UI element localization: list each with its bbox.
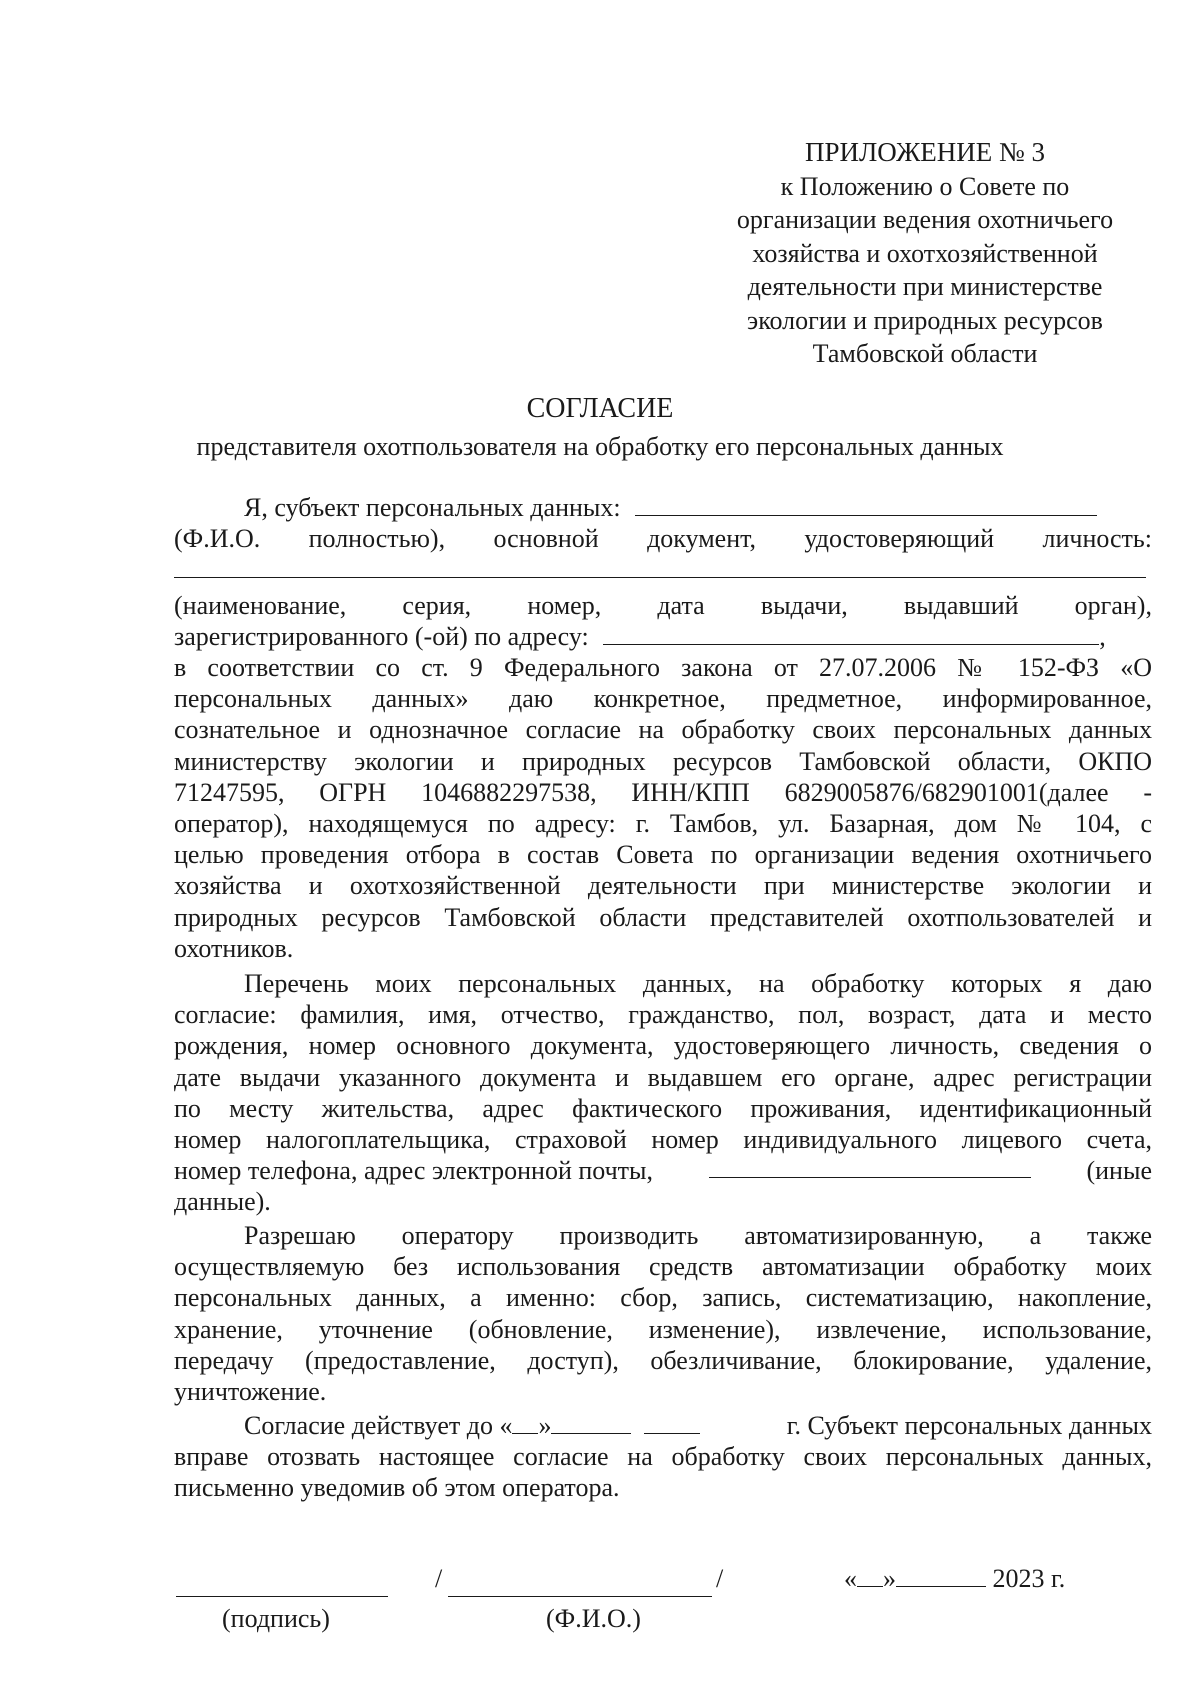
appendix-header (690, 136, 1160, 371)
fio-field[interactable] (635, 493, 1097, 516)
text-line: по месту жительства, адрес фактического проживания, идентификационный (174, 1093, 1152, 1123)
address-label: зарегистрированного (-ой) по адресу: (174, 621, 589, 651)
signature-day-field[interactable] (857, 1564, 883, 1587)
document-caption-line (174, 590, 1152, 621)
text-line: сознательное и однозначное согласие на обработку своих персональных данных (174, 715, 1152, 745)
document-caption-word: серия, (402, 590, 472, 620)
fio-caption-word: личность: (1042, 524, 1152, 554)
validity-day-field[interactable] (512, 1411, 538, 1434)
document-caption-word: дата (657, 590, 705, 620)
validity-line (174, 1410, 1152, 1441)
text-line: номер налогоплательщика, страховой номер индивидуального лицевого счета, (174, 1124, 1152, 1154)
signature-date (844, 1564, 1065, 1594)
signature-fio-field[interactable] (448, 1574, 712, 1597)
document-field[interactable] (174, 555, 1146, 578)
text-line: целью проведения отбора в состав Совета по организации ведения охотничьего (174, 840, 1152, 870)
text-fragment: » (538, 1411, 552, 1440)
fio-caption-word: (Ф.И.О. (174, 524, 261, 554)
paragraph-validity (174, 1410, 1152, 1504)
validity-year-field[interactable] (644, 1411, 700, 1434)
appendix-line: хозяйства и охотхозяйственной (752, 238, 1098, 268)
text-line: данные). (174, 1187, 271, 1217)
text-line: хозяйства и охотхозяйственной деятельности при министерстве экологии и (174, 871, 1152, 901)
paragraph-consent (174, 652, 1152, 964)
fio-caption-word: полностью), (308, 524, 446, 554)
other-data-line (174, 1155, 1152, 1186)
other-data-field[interactable] (709, 1155, 1031, 1178)
appendix-line: Тамбовской области (812, 339, 1038, 368)
text-line: уничтожение. (174, 1376, 327, 1406)
appendix-line: экологии и природных ресурсов (747, 305, 1103, 335)
validity-date (244, 1410, 700, 1441)
fio-caption-word: удостоверяющий (804, 524, 995, 554)
text-line: вправе отозвать настоящее согласие на обработку своих персональных данных, (174, 1442, 1152, 1472)
paragraph-processing (174, 1220, 1152, 1407)
text-fragment: г. Субъект персональных данных (786, 1411, 1152, 1440)
document-caption-word: выдавший (903, 590, 1019, 620)
document-caption-word: (наименование, (174, 590, 347, 620)
appendix-line: деятельности при министерстве (747, 272, 1103, 301)
document-title: СОГЛАСИЕ (526, 393, 674, 424)
text-line: природных ресурсов Тамбовской области представителей охотпользователей и (174, 902, 1152, 932)
fio-caption: (Ф.И.О.) (546, 1604, 641, 1633)
signature-field[interactable] (176, 1574, 388, 1597)
text-line: охотников. (174, 933, 294, 963)
document-caption-word: орган), (1074, 590, 1152, 620)
paragraph-data-list (174, 968, 1152, 1218)
intro-block (174, 492, 1152, 652)
fio-caption-line (174, 523, 1152, 554)
signature-month-field[interactable] (896, 1564, 986, 1587)
validity-month-field[interactable] (551, 1411, 631, 1434)
address-line (174, 621, 1152, 652)
document-caption-word: выдачи, (760, 590, 848, 620)
text-line: Перечень моих персональных данных, на обработку которых я даю (244, 969, 1152, 998)
address-end: , (1099, 621, 1106, 651)
document-field-line (174, 554, 1152, 585)
text-line: Разрешаю оператору производить автоматизированную, а также (244, 1221, 1152, 1250)
subject-line (174, 492, 1152, 523)
text-line: персональных данных» даю конкретное, предметное, информированное, (174, 684, 1152, 714)
text-line: согласие: фамилия, имя, отчество, гражданство, пол, возраст, дата и место (174, 1000, 1152, 1030)
document-caption-word: номер, (527, 590, 602, 620)
text-line: персональных данных, а именно: сбор, запись, систематизацию, накопление, (174, 1283, 1152, 1313)
text-line: осуществляемую без использования средств автоматизации обработку моих (174, 1252, 1152, 1282)
signature-year: 2023 г. (992, 1564, 1066, 1593)
document-subtitle: представителя охотпользователя на обработку его персональных данных (196, 432, 1004, 461)
fio-caption-word: основной (493, 524, 599, 554)
text-line: хранение, уточнение (обновление, изменение), извлечение, использование, (174, 1314, 1152, 1344)
text-line: министерству экологии и природных ресурсов Тамбовской области, ОКПО (174, 746, 1152, 776)
signature-caption: (подпись) (222, 1604, 330, 1633)
text-line: письменно уведомив об этом оператора. (174, 1473, 620, 1503)
text-line: рождения, номер основного документа, удостоверяющего личность, сведения о (174, 1031, 1152, 1061)
text-fragment: (иные (1086, 1156, 1152, 1186)
appendix-title: ПРИЛОЖЕНИЕ № 3 (804, 137, 1046, 167)
text-line: передачу (предоставление, доступ), обезличивание, блокирование, удаление, (174, 1345, 1152, 1375)
text-fragment: « (844, 1564, 857, 1593)
text-fragment: » (883, 1564, 896, 1593)
text-line: в соответствии со ст. 9 Федерального закона от 27.07.2006 № 152-ФЗ «О (174, 653, 1152, 682)
slash-right: / (716, 1564, 724, 1593)
text-line: 71247595, ОГРН 1046882297538, ИНН/КПП 6829005876/682901001(далее - (174, 777, 1152, 807)
address-field[interactable] (603, 622, 1099, 645)
appendix-line: к Положению о Совете по (780, 171, 1070, 201)
fio-caption-word: документ, (647, 524, 757, 554)
subject-label: Я, субъект персональных данных: (244, 493, 621, 522)
text-line: дате выдачи указанного документа и выдавшем его органе, адрес регистрации (174, 1062, 1152, 1092)
text-fragment: номер телефона, адрес электронной почты, (174, 1156, 654, 1186)
text-fragment: Согласие действует до « (244, 1411, 513, 1440)
appendix-line: организации ведения охотничьего (736, 205, 1114, 234)
text-line: оператор), находящемуся по адресу: г. Тамбов, ул. Базарная, дом № 104, с (174, 808, 1152, 838)
slash-left: / (435, 1564, 443, 1593)
